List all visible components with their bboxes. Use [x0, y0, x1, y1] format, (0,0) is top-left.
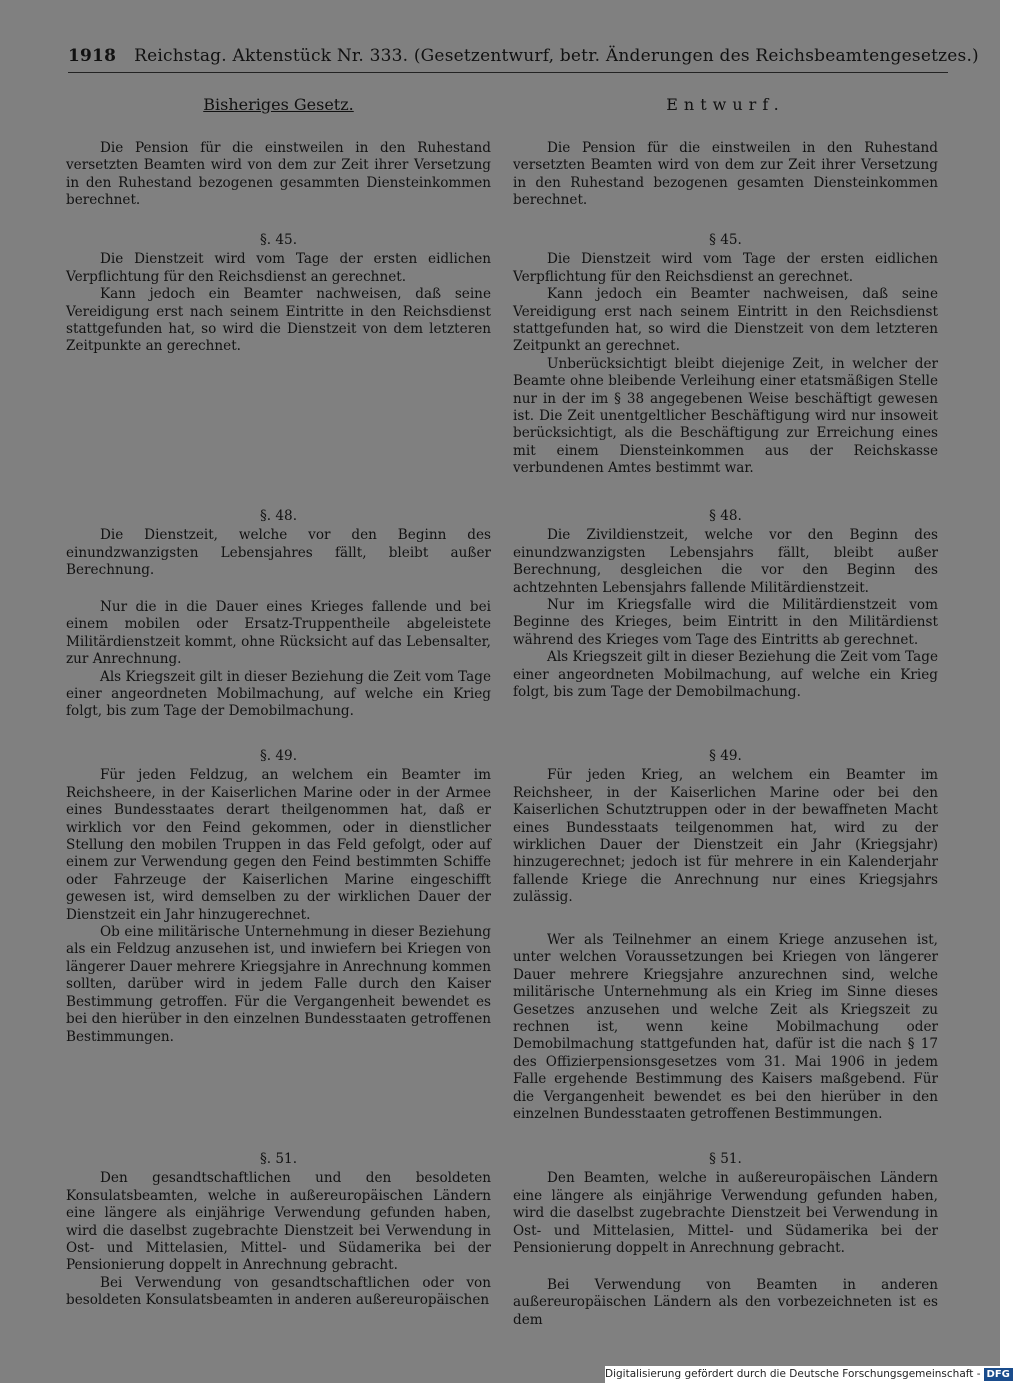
left-section-48	[66, 508, 491, 580]
paragraph: Den Beamten, welche in außereuropäischen Ländern eine längere als einjährige Verwendung gefunden haben, wird die daselbst zugebrachte Dienstzeit bei Verwendung in Ost- und Mittelasien, Mittel- und Südamerika bei der Pensionierung doppelt in Anrechnung gebracht.	[513, 1170, 938, 1257]
section-heading: § 45.	[709, 232, 742, 248]
section-heading: §. 49.	[259, 748, 298, 764]
paragraph: Als Kriegszeit gilt in dieser Beziehung die Zeit vom Tage einer angeordneten Mobilmachung, auf welche ein Krieg folgt, bis zum Tage der Demobilmachung.	[66, 668, 491, 720]
paragraph: Die Pension für die einstweilen in den Ruhestand versetzten Beamten wird von dem zur Zeit ihrer Versetzung in den Ruhestand bezogenen gesammten Diensteinkommen berechnet.	[66, 140, 491, 209]
right-section-51-cont	[513, 1277, 938, 1329]
paragraph: Für jeden Krieg, an welchem ein Beamter im Reichsheer, in der Kaiserlichen Marine oder bei den Kaiserlichen Schutztruppen oder in der bewaffneten Macht eines Bundesstaats teilgenommen hat, wird zu der wirklichen Dauer der Dienstzeit ein Jahr (Kriegsjahr) hinzugerechnet; jedoch ist für mehrere in ein Kalenderjahr fallende Kriege die Anrechnung nur eines Kriegsjahrs zulässig.	[513, 767, 938, 906]
paragraph: Die Zivildienstzeit, welche vor den Beginn des einundzwanzigsten Lebensjahrs fällt, bleibt außer Berechnung, desgleichen die vor den Beginn des achtzehnten Lebensjahrs fallende Militärdienstzeit.	[513, 527, 938, 596]
header-title: Reichstag. Aktenstück Nr. 333. (Gesetzentwurf, betr. Änderungen des Reichsbeamtengesetzes.)	[134, 46, 979, 66]
paragraph: Ob eine militärische Unternehmung in dieser Beziehung als ein Feldzug anzusehen ist, und inwiefern bei Kriegen von längerer Dauer mehrere Kriegsjahre in Anrechnung kommen sollten, darüber wird in jedem Falle durch den Kaiser Bestimmung getroffen. Für die Vergangenheit bewendet es bei den hierüber in den einzelnen Bundesstaaten getroffenen Bestimmungen.	[66, 924, 491, 1045]
right-section-48	[513, 508, 938, 701]
section-heading: § 49.	[709, 748, 742, 764]
paragraph: Kann jedoch ein Beamter nachweisen, daß seine Vereidigung erst nach seinem Eintritte in den Reichsdienst stattgefunden hat, so wird die Dienstzeit von dem letzteren Zeitpunkte an gerechnet.	[66, 286, 491, 355]
digitization-footer	[605, 1366, 1010, 1383]
right-column-title: Entwurf.	[666, 95, 785, 114]
page-number: 1918	[68, 46, 117, 66]
left-section-49	[66, 748, 491, 1046]
paragraph: Den gesandtschaftlichen und den besoldeten Konsulatsbeamten, welche in außereuropäischen Ländern eine längere als einjährige Verwendung gefunden haben, wird die daselbst zugebrachte Dienstzeit bei Verwendung in Ost- und Mittelasien, Mittel- und Südamerika bei der Pensionierung doppelt in Anrechnung gebracht.	[66, 1170, 491, 1274]
left-intro	[66, 140, 491, 210]
paragraph: Die Pension für die einstweilen in den Ruhestand versetzten Beamten wird von dem zur Zeit ihrer Versetzung in den Ruhestand bezogenen gesamten Diensteinkommen berechnet.	[513, 140, 938, 209]
section-heading: §. 51.	[259, 1151, 298, 1167]
right-section-45	[513, 232, 938, 478]
right-section-51	[513, 1151, 938, 1257]
paragraph: Unberücksichtigt bleibt diejenige Zeit, in welcher der Beamte ohne bleibende Verleihung einer etatsmäßigen Stelle nur in der im § 38 angegebenen Weise beschäftigt gewesen ist. Die Zeit unentgeltlicher Beschäftigung wird nur insoweit berücksichtigt, als die Beschäftigung zur Erreichung eines mit einem Diensteinkommen aus der Reichskasse verbundenen Amtes bestimmt war.	[513, 355, 938, 477]
paragraph: Nur im Kriegsfalle wird die Militärdienstzeit vom Beginne des Krieges, beim Eintritt in den Militärdienst während des Krieges vom Tage des Eintritts ab gerechnet.	[513, 597, 938, 648]
header-rule	[68, 72, 948, 73]
left-section-45	[66, 232, 491, 356]
paragraph: Nur die in die Dauer eines Krieges fallende und bei einem mobilen oder Ersatz-Truppentheile abgeleistete Militärdienstzeit kommt, ohne Rücksicht auf das Lebensalter, zur Anrechnung.	[66, 599, 491, 668]
paragraph: Die Dienstzeit wird vom Tage der ersten eidlichen Verpflichtung für den Reichsdienst an gerechnet.	[66, 251, 491, 285]
paragraph: Wer als Teilnehmer an einem Kriege anzusehen ist, unter welchen Voraussetzungen bei Kriegen von längerer Dauer mehrere Kriegsjahre anzurechnen sind, welche militärische Unternehmung als ein Krieg im Sinne dieses Gesetzes anzusehen und welche Zeit als Kriegszeit zu rechnen ist, wenn keine Mobilmachung oder Demobilmachung stattgefunden hat, dafür ist die nach § 17 des Offizierpensionsgesetzes vom 31. Mai 1906 in jedem Falle ergehende Bestimmung des Kaisers maßgebend. Für die Vergangenheit bewendet es bei den hierüber in den einzelnen Bundesstaaten getroffenen Bestimmungen.	[513, 932, 938, 1123]
paragraph: Die Dienstzeit, welche vor den Beginn des einundzwanzigsten Lebensjahres fällt, bleibt außer Berechnung.	[66, 527, 491, 579]
paragraph: Als Kriegszeit gilt in dieser Beziehung die Zeit vom Tage einer angeordneten Mobilmachung, auf welche ein Krieg folgt, bis zum Tage der Demobilmachung.	[513, 649, 938, 701]
paragraph: Für jeden Feldzug, an welchem ein Beamter im Reichsheere, in der Kaiserlichen Marine oder in der Armee eines Bundesstaates derart theilgenommen hat, daß er wirklich vor den Feind gekommen, oder in dienstlicher Stellung den mobilen Truppen in das Feld gefolgt, oder auf einem zur Verwendung gegen den Feind bestimmten Schiffe oder Fahrzeuge der Kaiserlichen Marine eingeschifft gewesen ist, wird demselben zu der wirklichen Dauer der Dienstzeit ein Jahr hinzugerechnet.	[66, 767, 491, 923]
page-header	[68, 46, 979, 66]
left-column	[66, 95, 491, 1309]
right-column	[513, 95, 938, 1328]
section-heading: §. 45.	[259, 232, 298, 248]
paragraph: Kann jedoch ein Beamter nachweisen, daß seine Vereidigung erst nach seinem Eintritt in den Reichsdienst stattgefunden hat, so wird die Dienstzeit von dem letzteren Zeitpunkt an gerechnet.	[513, 286, 938, 355]
left-section-51	[66, 1151, 491, 1310]
section-heading: §. 48.	[259, 508, 298, 524]
right-section-49-cont	[513, 932, 938, 1123]
dfg-logo: DFG	[984, 1368, 1013, 1381]
paragraph: Die Dienstzeit wird vom Tage der ersten eidlichen Verpflichtung für den Reichsdienst an gerechnet.	[513, 251, 938, 285]
left-column-title: Bisheriges Gesetz.	[203, 95, 354, 114]
left-section-48-cont	[66, 599, 491, 721]
paragraph: Bei Verwendung von gesandtschaftlichen oder von besoldeten Konsulatsbeamten in anderen außereuropäischen	[66, 1274, 491, 1309]
paragraph: Bei Verwendung von Beamten in anderen außereuropäischen Ländern als den vorbezeichneten ist es dem	[513, 1277, 938, 1328]
right-section-49	[513, 748, 938, 907]
footer-text: Digitalisierung gefördert durch die Deutsche Forschungsgemeinschaft -	[605, 1368, 981, 1380]
right-intro	[513, 140, 938, 210]
section-heading: § 48.	[709, 508, 742, 524]
section-heading: § 51.	[709, 1151, 742, 1167]
